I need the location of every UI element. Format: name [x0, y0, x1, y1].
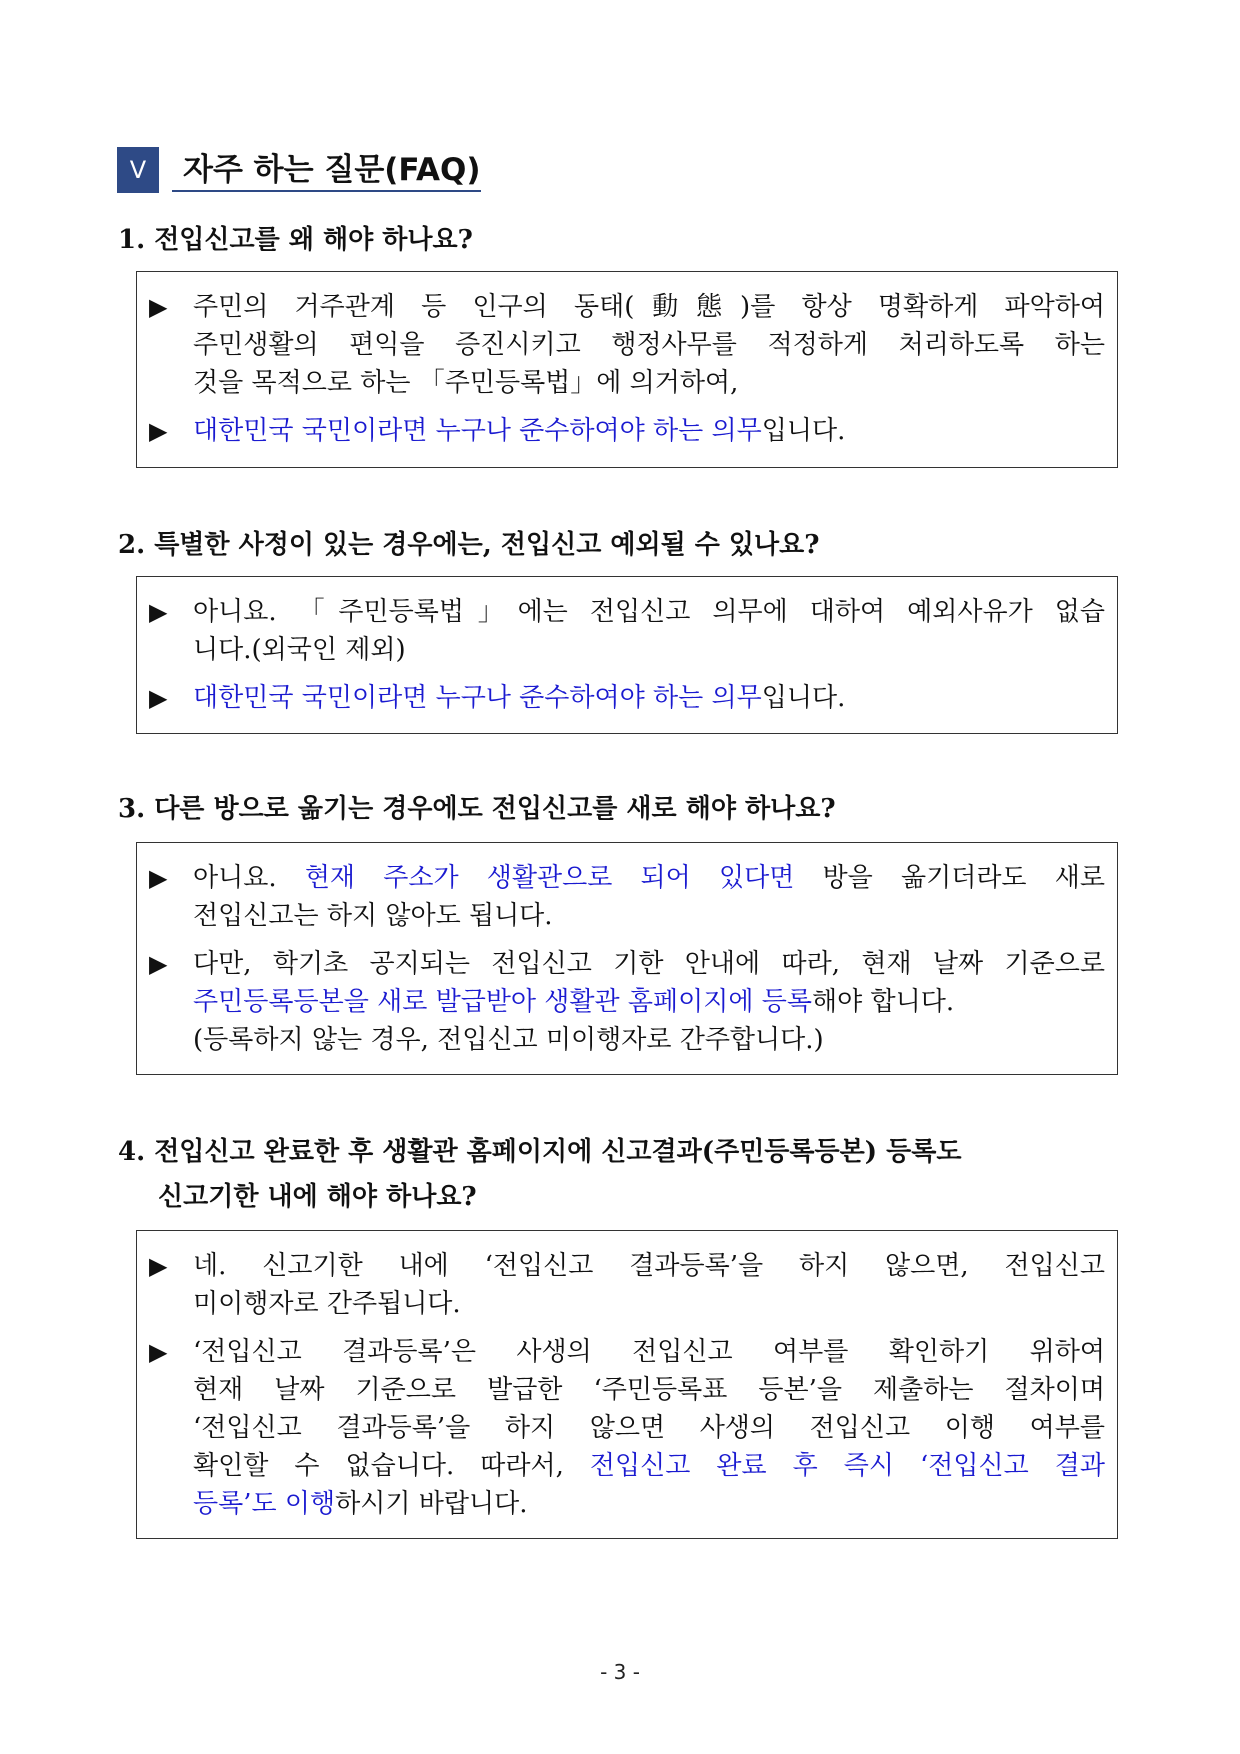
triangle-bullet-icon: ▶ — [149, 684, 168, 712]
answer-line: ‘전입신고 결과등록’을 하지 않으면 사생의 전입신고 이행 여부를 — [193, 1413, 1105, 1443]
section-header — [117, 147, 481, 193]
answer-line: 대한민국 국민이라면 누구나 준수하여야 하는 의무입니다. — [193, 683, 846, 713]
faq-question-1 — [118, 218, 1128, 263]
faq-answer-3 — [136, 842, 1118, 1075]
question-line: 신고기한 내에 해야 하나요? — [158, 1182, 477, 1212]
answer-line: 네. 신고기한 내에 ‘전입신고 결과등록’을 하지 않으면, 전입신고 — [193, 1251, 1105, 1281]
triangle-bullet-icon: ▶ — [149, 417, 168, 445]
answer-item — [149, 1333, 1105, 1523]
answer-item — [149, 1247, 1105, 1323]
highlight-text: 대한민국 국민이라면 누구나 준수하여야 하는 의무 — [193, 683, 762, 713]
answer-line: 미이행자로 간주됩니다. — [193, 1289, 461, 1319]
question-line: 4. 전입신고 완료한 후 생활관 홈페이지에 신고결과(주민등록등본) 등록도 — [118, 1137, 962, 1167]
question-line: 3. 다른 방으로 옮기는 경우에도 전입신고를 새로 해야 하나요? — [118, 794, 836, 824]
answer-line: ‘전입신고 결과등록’은 사생의 전입신고 여부를 확인하기 위하여 — [193, 1337, 1105, 1367]
highlight-text: 주민등록등본을 새로 발급받아 생활관 홈페이지에 등록 — [193, 987, 812, 1017]
answer-line: 확인할 수 없습니다. 따라서, 전입신고 완료 후 즉시 ‘전입신고 결과 — [193, 1451, 1105, 1481]
answer-item — [149, 859, 1105, 935]
answer-line: 주민의 거주관계 등 인구의 동태(動態)를 항상 명확하게 파악하여 — [193, 292, 1105, 322]
highlight-text: 대한민국 국민이라면 누구나 준수하여야 하는 의무 — [193, 416, 762, 446]
faq-question-4 — [118, 1130, 1128, 1220]
triangle-bullet-icon: ▶ — [149, 1338, 168, 1366]
answer-item — [149, 593, 1105, 669]
answer-line: 아니요. 현재 주소가 생활관으로 되어 있다면 방을 옮기더라도 새로 — [193, 863, 1105, 893]
faq-question-2 — [118, 523, 1128, 568]
answer-item — [149, 412, 1105, 450]
answer-item — [149, 288, 1105, 402]
highlight-text: 전입신고 완료 후 즉시 ‘전입신고 결과 — [589, 1451, 1105, 1481]
answer-line: 등록’도 이행하시기 바랍니다. — [193, 1489, 528, 1519]
section-underline — [172, 190, 481, 192]
highlight-text: 현재 주소가 생활관으로 되어 있다면 — [304, 863, 795, 893]
triangle-bullet-icon: ▶ — [149, 293, 168, 321]
triangle-bullet-icon: ▶ — [149, 864, 168, 892]
answer-line: 주민등록등본을 새로 발급받아 생활관 홈페이지에 등록해야 합니다. — [193, 987, 955, 1017]
page-number: - 3 - — [600, 1660, 640, 1684]
answer-line: 니다.(외국인 제외) — [193, 635, 406, 665]
question-line: 2. 특별한 사정이 있는 경우에는, 전입신고 예외될 수 있나요? — [118, 530, 820, 560]
question-line: 1. 전입신고를 왜 해야 하나요? — [118, 225, 473, 255]
triangle-bullet-icon: ▶ — [149, 1252, 168, 1280]
triangle-bullet-icon: ▶ — [149, 950, 168, 978]
answer-line: 현재 날짜 기준으로 발급한 ‘주민등록표 등본’을 제출하는 절차이며 — [193, 1375, 1105, 1405]
faq-question-3 — [118, 787, 1128, 832]
answer-line: 전입신고는 하지 않아도 됩니다. — [193, 901, 553, 931]
faq-answer-2 — [136, 576, 1118, 734]
answer-line: 아니요. 「주민등록법」에는 전입신고 의무에 대하여 예외사유가 없습 — [193, 597, 1105, 627]
answer-line: 대한민국 국민이라면 누구나 준수하여야 하는 의무입니다. — [193, 416, 846, 446]
answer-line: 것을 목적으로 하는 「주민등록법」에 의거하여, — [193, 368, 739, 398]
faq-answer-4 — [136, 1230, 1118, 1539]
answer-line: 다만, 학기초 공지되는 전입신고 기한 안내에 따라, 현재 날짜 기준으로 — [193, 949, 1105, 979]
section-badge: Ⅴ — [117, 147, 159, 193]
answer-item — [149, 945, 1105, 1059]
answer-line: 주민생활의 편익을 증진시키고 행정사무를 적정하게 처리하도록 하는 — [193, 330, 1105, 360]
faq-answer-1 — [136, 271, 1118, 468]
answer-item — [149, 679, 1105, 717]
section-title: 자주 하는 질문(FAQ) — [183, 152, 481, 188]
triangle-bullet-icon: ▶ — [149, 598, 168, 626]
answer-line: (등록하지 않는 경우, 전입신고 미이행자로 간주합니다.) — [193, 1025, 824, 1055]
highlight-text: 등록’도 이행 — [193, 1489, 336, 1519]
